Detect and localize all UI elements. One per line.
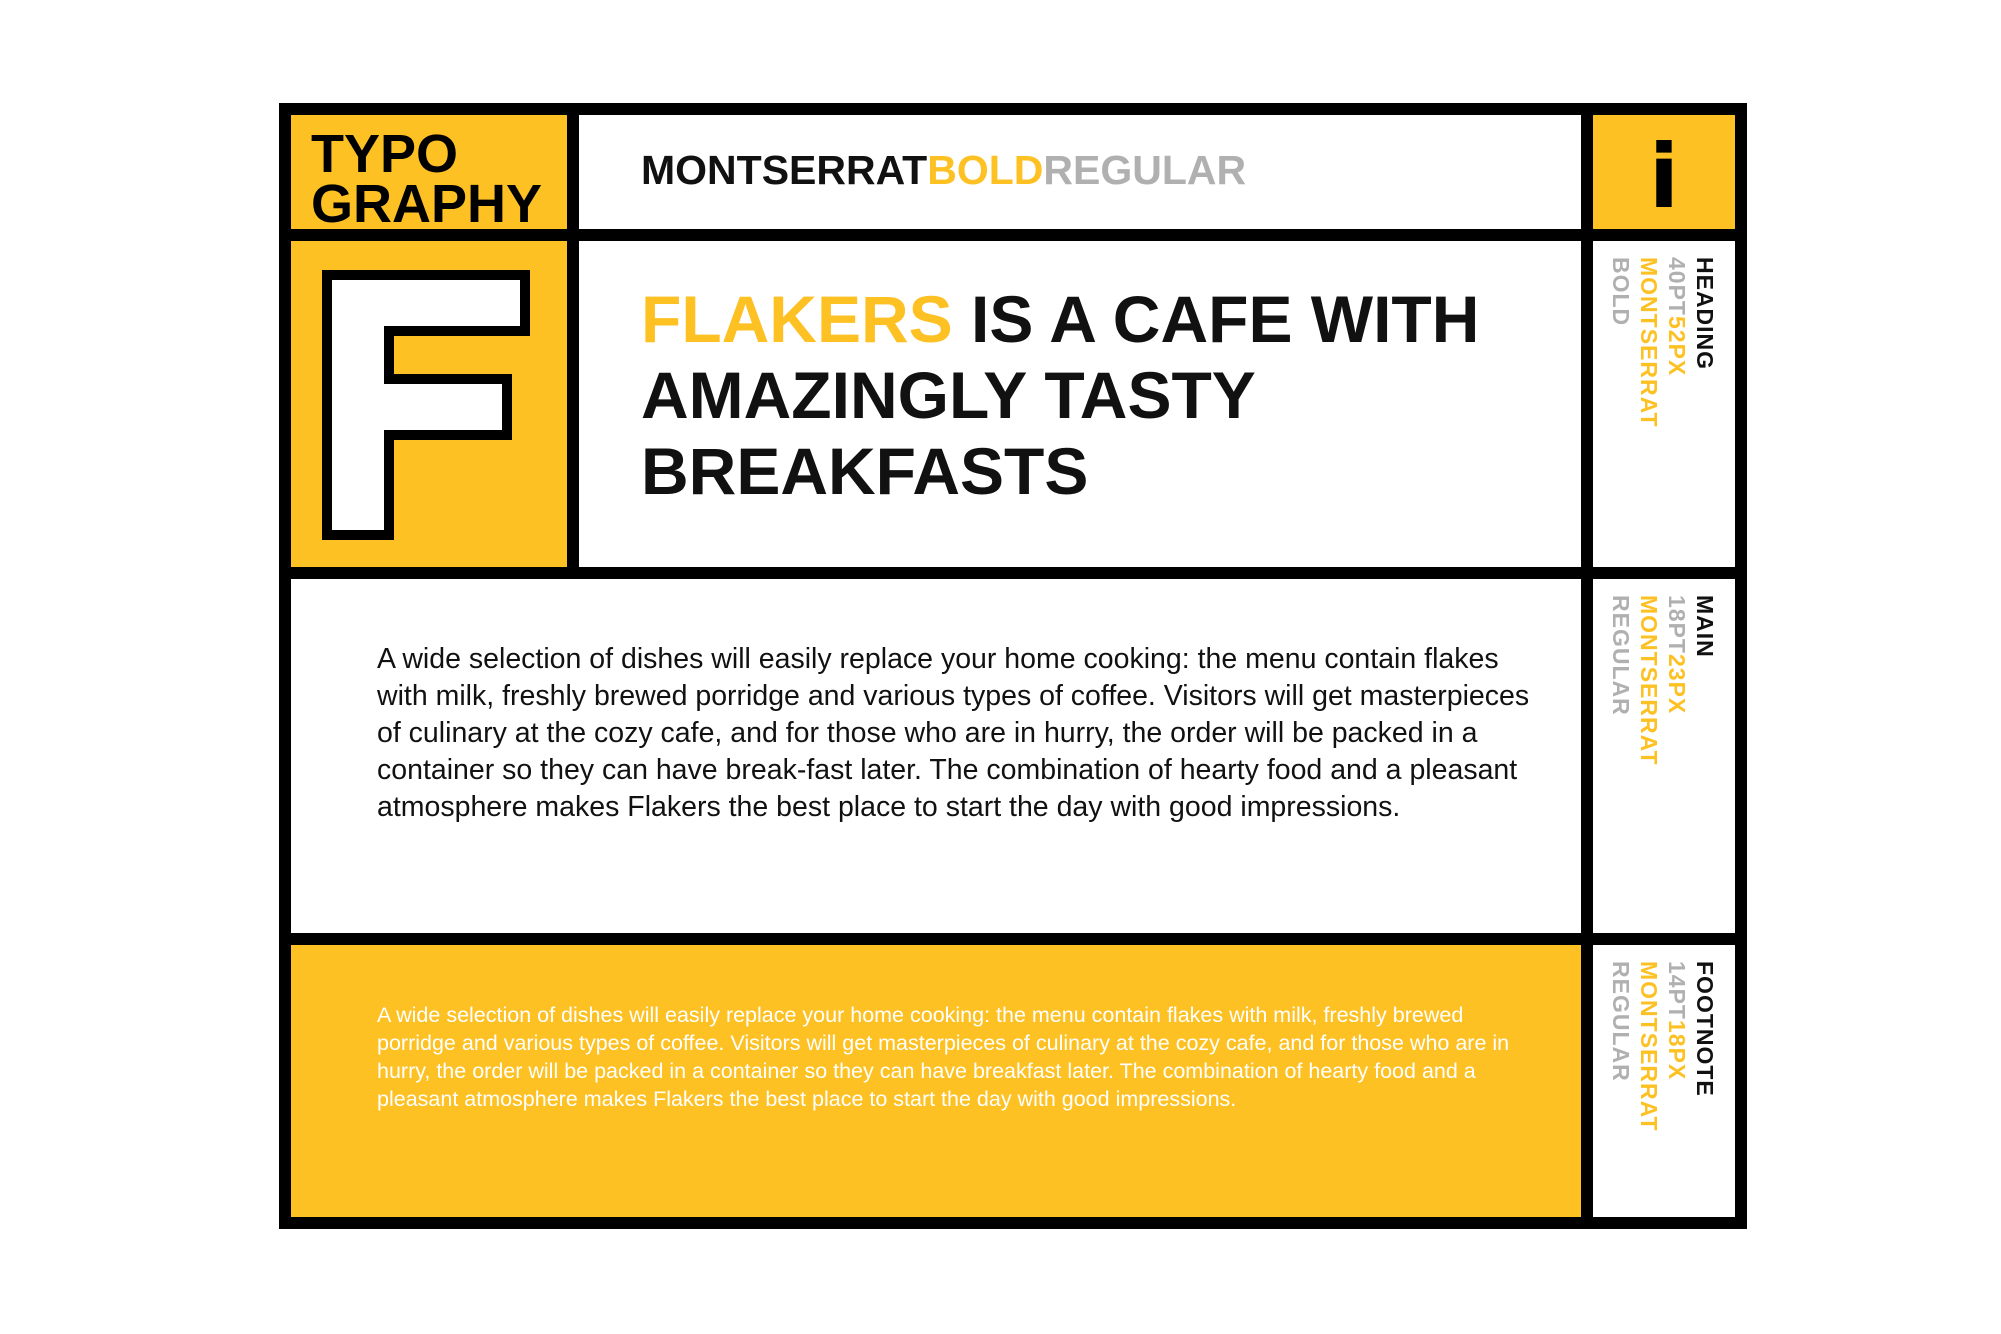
font-name — [641, 147, 1246, 194]
heading-spec-pt: 40PT — [1664, 257, 1690, 316]
footnote-spec-size — [1663, 961, 1691, 1132]
main-spec-pt: 18PT — [1664, 595, 1690, 654]
main-spec-cell — [1593, 579, 1735, 933]
info-icon[interactable]: i — [1648, 125, 1680, 228]
main-spec-px: 23PX — [1664, 653, 1690, 715]
typography-label — [311, 124, 543, 229]
footnote-spec-pt: 14PT — [1664, 961, 1690, 1020]
main-spec-size — [1663, 595, 1691, 766]
main-text-sample: A wide selection of dishes will easily replace your home cooking: the menu contain flakes with milk, freshly brewed porridge and various types of coffee. Visitors will get masterpieces of culinary at the cozy cafe, and for those who are in hurry, the order will be packed in a container so they can have break-fast later. The combination of hearty food and a pleasant atmosphere makes Flakers the best place to start the day with good impressions. — [377, 643, 1530, 823]
heading-accent-word: FLAKERS — [641, 282, 953, 356]
font-name-cell — [579, 115, 1581, 229]
font-name-bold: BOLD — [927, 147, 1044, 193]
letter-cell — [291, 241, 567, 567]
heading-cell — [579, 241, 1581, 567]
typo-line-2: GRAPHY — [311, 174, 543, 229]
heading-spec — [1607, 257, 1719, 428]
footnote-spec — [1607, 961, 1719, 1132]
footnote-spec-label: FOOTNOTE — [1692, 961, 1718, 1097]
main-spec-family: MONTSERRAT — [1636, 595, 1662, 766]
heading-spec-px: 52PX — [1664, 315, 1690, 377]
footnote-text-sample: A wide selection of dishes will easily replace your home cooking: the menu contain flakes with milk, freshly brewed porridge and various types of coffee. Visitors will get masterpieces of culinary at the cozy cafe, and for those who are in hurry, the order will be packed in a container so they can have breakfast later. The combination of hearty food and a pleasant atmosphere makes Flakers the best place to start the day with good impressions. — [377, 1003, 1510, 1111]
typography-label-cell — [291, 115, 567, 229]
main-text-cell — [291, 579, 1581, 933]
footnote-spec-weight: REGULAR — [1608, 961, 1634, 1082]
main-spec-label: MAIN — [1692, 595, 1718, 658]
heading-sample — [641, 281, 1581, 509]
heading-spec-cell — [1593, 241, 1735, 567]
heading-spec-size — [1663, 257, 1691, 428]
main-spec — [1607, 595, 1719, 766]
font-name-regular: REGULAR — [1043, 147, 1247, 193]
footnote-spec-family: MONTSERRAT — [1636, 961, 1662, 1132]
info-cell[interactable] — [1593, 115, 1735, 229]
heading-spec-family: MONTSERRAT — [1636, 257, 1662, 428]
main-spec-weight: REGULAR — [1608, 595, 1634, 716]
footnote-spec-px: 18PX — [1664, 1019, 1690, 1081]
font-name-family: MONTSERRAT — [641, 147, 928, 193]
heading-rest: IS A CAFE WITH AMAZINGLY TASTY BREAKFASTS — [641, 282, 1480, 508]
typo-line-1: TYPO — [311, 124, 459, 184]
typography-card — [279, 103, 1747, 1229]
heading-spec-weight: BOLD — [1608, 257, 1634, 327]
footnote-spec-cell — [1593, 945, 1735, 1217]
letter-f-icon — [321, 269, 531, 541]
heading-spec-label: HEADING — [1692, 257, 1718, 371]
footnote-text-cell — [291, 945, 1581, 1217]
